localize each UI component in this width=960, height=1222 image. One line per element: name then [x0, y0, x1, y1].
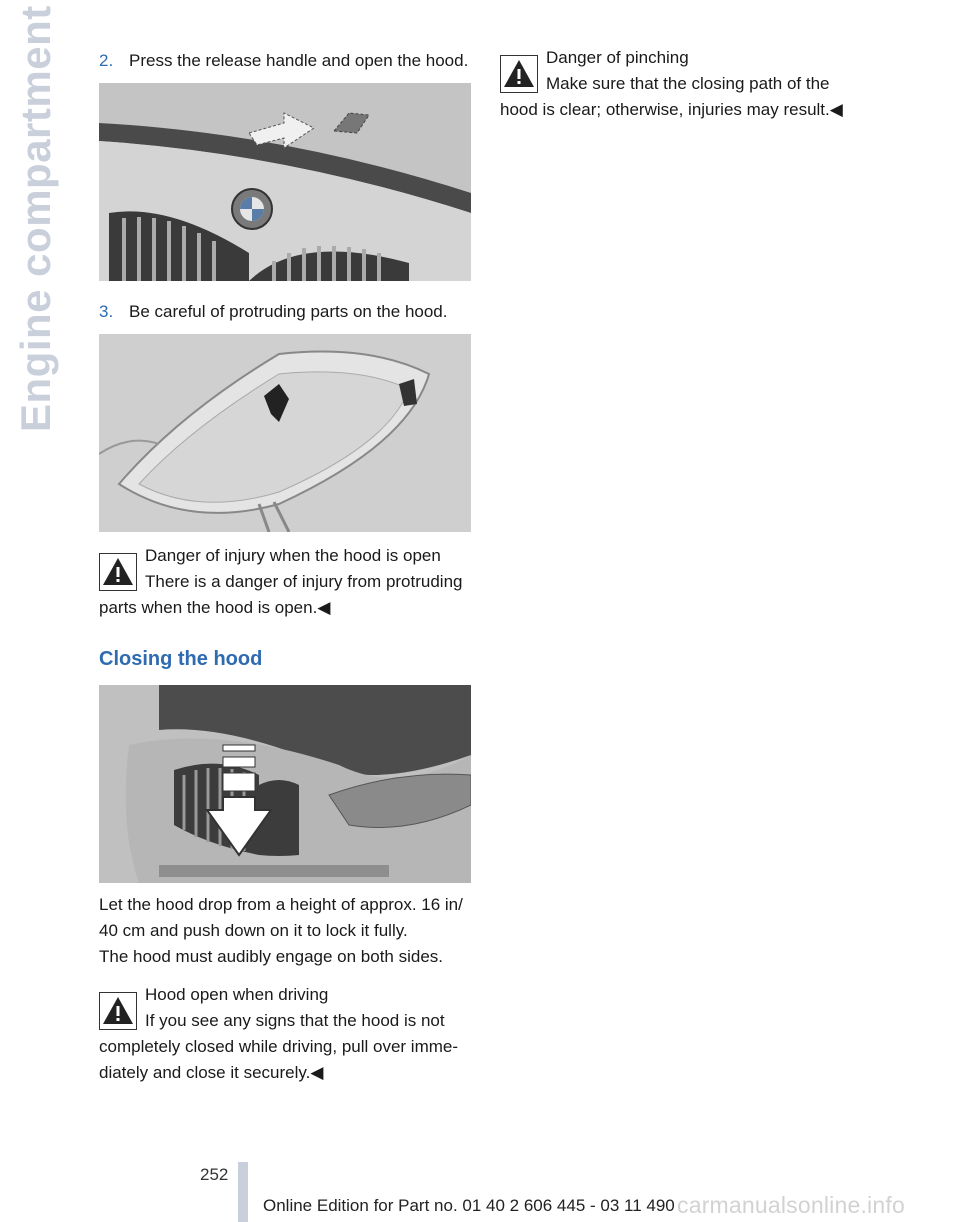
- step-number: 2.: [99, 51, 114, 70]
- warning-text-rest: hood is clear; otherwise, injuries may result.◀: [500, 100, 843, 119]
- warning-text-rest: completely closed while driving, pull over imme-diately and close it securely.◀: [99, 1037, 459, 1082]
- footer-divider: [238, 1162, 248, 1222]
- warning-title: Danger of injury when the hood is open: [145, 546, 441, 565]
- warning-triangle-icon: [500, 55, 538, 93]
- warning-triangle-icon: [99, 553, 137, 591]
- warning-text-first: If you see any signs that the hood is not: [145, 1011, 445, 1030]
- paragraph-drop-hood: Let the hood drop from a height of approx. 16 in/ 40 cm and push down on it to lock it fully.: [99, 895, 463, 940]
- section-heading: Closing the hood: [99, 648, 263, 670]
- figure-closing-hood: [99, 685, 471, 883]
- warning-hood-open-driving: [99, 982, 479, 1086]
- warning-triangle-icon: [99, 992, 137, 1030]
- step-text: Press the release handle and open the hood.: [129, 51, 469, 70]
- step-2: [99, 50, 468, 72]
- warning-text-first: Make sure that the closing path of the: [546, 74, 830, 93]
- step-number: 3.: [99, 302, 114, 321]
- warning-text-first: There is a danger of injury from protruding: [145, 572, 463, 591]
- chapter-side-title: Engine compartment: [12, 5, 59, 432]
- watermark: carmanualsonline.info: [677, 1192, 905, 1218]
- page-number: 252: [200, 1165, 229, 1184]
- warning-pinching: [500, 45, 870, 123]
- online-edition-note: Online Edition for Part no. 01 40 2 606 445 - 03 11 490: [263, 1196, 675, 1215]
- warning-injury-hood-open: [99, 543, 479, 621]
- figure-protruding-parts: [99, 334, 471, 532]
- warning-text-rest: parts when the hood is open.◀: [99, 598, 331, 617]
- step-text: Be careful of protruding parts on the hood.: [129, 302, 448, 321]
- paragraph-engage: The hood must audibly engage on both sides.: [99, 947, 444, 966]
- step-3: [99, 301, 447, 323]
- warning-title: Danger of pinching: [546, 48, 689, 67]
- warning-title: Hood open when driving: [145, 985, 329, 1004]
- figure-release-handle: [99, 83, 471, 281]
